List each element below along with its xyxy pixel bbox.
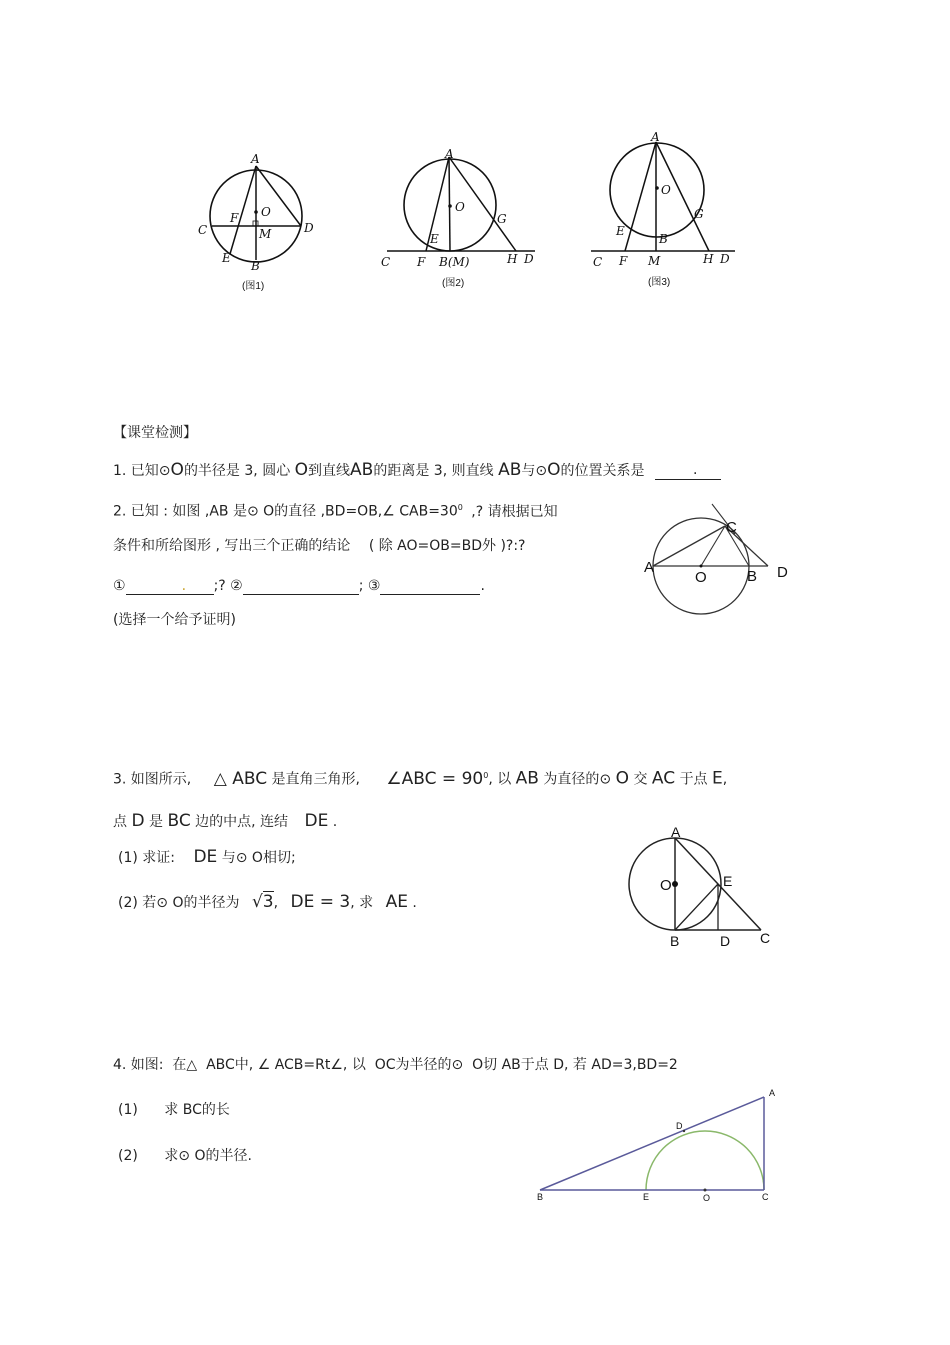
- q3-p2-AE: AE: [385, 892, 408, 912]
- q3-part1: [118, 848, 296, 867]
- q1-AB2: AB: [498, 460, 522, 480]
- q4-fig-label-O: O: [703, 1193, 711, 1203]
- q1-AB1: AB: [350, 460, 374, 480]
- q4-p2: 求⊙ O的半径.: [164, 1148, 252, 1164]
- q1-t2: 到直线: [308, 463, 351, 479]
- q1-O1: O: [170, 460, 184, 480]
- q3-line1: [113, 767, 727, 789]
- q2-line2b: ( 除 AO=OB=BD外 )?:?: [368, 538, 526, 554]
- q2-c1: ①: [113, 578, 126, 594]
- q1-O3: O: [547, 460, 561, 480]
- q3-DE: DE: [304, 811, 329, 831]
- fig2-label-D: D: [524, 252, 534, 266]
- fig2-caption: (图2): [442, 278, 465, 289]
- q3-p2-c: , 求: [350, 895, 374, 911]
- figure-2: [375, 145, 545, 295]
- q3-BC: BC: [167, 811, 191, 831]
- q2-end: .: [480, 578, 485, 594]
- figure-1: [190, 148, 330, 298]
- q3-p2-b: ,: [273, 895, 279, 911]
- fig2-label-E: E: [430, 232, 439, 246]
- fig1-label-A: A: [251, 152, 260, 166]
- q2-answer-blank-3[interactable]: [380, 580, 480, 595]
- q3-line2-b: 是: [149, 814, 163, 830]
- q3-degree: 0: [483, 771, 489, 780]
- q1-answer-blank[interactable]: [655, 462, 721, 480]
- q2-line1-text: 2. 已知 : 如图 ,AB 是⊙ O的直径 ,BD=OB,∠ CAB=30: [113, 503, 458, 520]
- q3-line2: [113, 812, 337, 831]
- q2-fig-label-C: C: [726, 519, 737, 536]
- fig3-label-O: O: [661, 183, 671, 197]
- q2-sep2: ;: [358, 578, 364, 594]
- q3-fig-label-A: A: [671, 824, 681, 840]
- q4-part1: [118, 1101, 230, 1119]
- q3-t6: ,: [722, 771, 728, 788]
- fig3-label-E: E: [616, 224, 625, 238]
- fig1-label-M: M: [259, 227, 272, 241]
- q2-answers: [113, 577, 485, 595]
- fig2-label-F: F: [417, 255, 426, 269]
- section-title: 【课堂检测】: [113, 425, 197, 441]
- q3-D: D: [131, 811, 145, 831]
- fig3-label-A: A: [651, 130, 660, 144]
- fig3-caption: (图3): [648, 277, 671, 288]
- q2-fig-label-B: B: [747, 568, 758, 585]
- q4-fig-label-B: B: [537, 1192, 544, 1202]
- q4-fig-label-A: A: [769, 1088, 776, 1098]
- q3-part2: [118, 893, 417, 912]
- q3-fig-label-D: D: [720, 933, 731, 949]
- fig2-label-A: A: [445, 147, 454, 161]
- figure-3: [585, 128, 755, 293]
- fig2-label-G: G: [497, 212, 507, 226]
- q3-p2-d: .: [412, 895, 417, 911]
- q4-line1: 4. 如图: 在△ ABC中, ∠ ACB=Rt∠, 以 OC为半径的⊙ O切 AB于点 D, 若 AD=3,BD=2: [113, 1057, 678, 1073]
- fig3-label-G: G: [694, 207, 704, 221]
- q3-p1-DE: DE: [193, 847, 218, 867]
- q2-fig-label-A: A: [644, 559, 655, 576]
- q3-line2-a: 点: [113, 814, 127, 830]
- fig1-label-C: C: [198, 223, 208, 237]
- fig3-label-C: C: [593, 255, 603, 269]
- fig2-label-H: H: [507, 252, 518, 266]
- q4-fig-label-E: E: [643, 1192, 650, 1202]
- q2-line1: [113, 499, 558, 521]
- q3-E: E: [712, 768, 723, 789]
- q3-num: 3. 如图所示,: [113, 771, 192, 788]
- q4-fig-label-D: D: [676, 1121, 683, 1131]
- fig3-label-H: H: [703, 252, 714, 266]
- q3-line2-c: 边的中点, 连结: [195, 814, 289, 830]
- q3-tri: △ ABC: [213, 768, 268, 789]
- q2-line2-text: 条件和所给图形 , 写出三个正确的结论: [113, 538, 351, 554]
- q3-p2-eq: DE = 3: [290, 892, 351, 912]
- q4-p1-num: (1): [118, 1102, 138, 1118]
- q3-O: O: [615, 768, 629, 789]
- fig1-label-F: F: [230, 211, 239, 225]
- q2-c2: ②: [230, 578, 243, 594]
- q1-O2: O: [294, 460, 309, 480]
- q2-answer-blank-2[interactable]: [243, 580, 359, 595]
- q2-line1b: ,? 请根据已知: [471, 503, 558, 520]
- q3-AB: AB: [515, 768, 539, 789]
- q2-sep1: ;?: [213, 578, 226, 594]
- q3-line2-d: .: [332, 814, 338, 830]
- q3-p2-a: (2) 若⊙ O的半径为: [118, 895, 240, 911]
- q3-t4: 交: [633, 771, 648, 788]
- q2-fig-label-D: D: [777, 564, 788, 581]
- q3-angle: ∠ABC = 90: [386, 768, 484, 789]
- q2-line2: [113, 537, 526, 555]
- q1-t4: 与⊙: [521, 463, 548, 479]
- fig1-label-B: B: [251, 259, 260, 273]
- q4-p2-num: (2): [118, 1148, 138, 1164]
- q3-AC: AC: [651, 768, 676, 789]
- q3-t1: 是直角三角形,: [271, 771, 360, 788]
- q1-t3: 的距离是 3, 则直线: [373, 463, 494, 479]
- fig1-label-O: O: [261, 205, 271, 219]
- q3-fig-label-E: E: [723, 873, 733, 889]
- fig1-caption: (图1): [242, 281, 265, 292]
- q2-c1-dot: .: [181, 578, 187, 594]
- q2-fig-label-O: O: [695, 569, 707, 586]
- q3-t3: 为直径的⊙: [543, 771, 612, 788]
- fig3-label-D: D: [720, 252, 730, 266]
- q3-fig-label-C: C: [760, 930, 771, 946]
- q4-fig-label-C: C: [762, 1192, 769, 1202]
- q3-fig-label-B: B: [670, 933, 680, 949]
- fig2-label-BM: B(M): [439, 255, 470, 269]
- q1-prefix: 1. 已知⊙: [113, 463, 171, 479]
- q2-degree: 0: [457, 503, 463, 512]
- q2-answer-blank-1[interactable]: [126, 580, 214, 595]
- q1-t5: 的位置关系是: [560, 463, 645, 479]
- q1-end: .: [692, 462, 698, 478]
- q1-t1: 的半径是 3, 圆心: [183, 463, 291, 479]
- q2-line4: (选择一个给予证明): [113, 612, 236, 628]
- fig3-label-B: B: [659, 232, 668, 246]
- q3-t5: 于点: [679, 771, 708, 788]
- q2-figure: [640, 508, 800, 618]
- q4-part2: [118, 1147, 252, 1165]
- q3-p1-b: 与⊙ O相切;: [221, 850, 296, 866]
- q2-c3: ③: [367, 578, 381, 594]
- fig1-label-E: E: [222, 251, 231, 265]
- q3-p1-a: (1) 求证:: [118, 850, 175, 866]
- q4-figure: [530, 1085, 780, 1210]
- q4-p1: 求 BC的长: [164, 1102, 230, 1118]
- q3-sqrt-value: 3: [262, 892, 274, 912]
- question-1: [113, 461, 721, 480]
- q3-fig-label-O: O: [660, 877, 672, 894]
- q3-t2: , 以: [488, 771, 512, 788]
- fig1-label-D: D: [304, 221, 314, 235]
- fig3-label-M: M: [648, 254, 661, 268]
- fig2-label-O: O: [455, 200, 465, 214]
- q3-figure: [620, 822, 790, 952]
- q3-sqrt: √3: [251, 892, 274, 912]
- fig2-label-C: C: [381, 255, 391, 269]
- fig3-label-F: F: [619, 254, 628, 268]
